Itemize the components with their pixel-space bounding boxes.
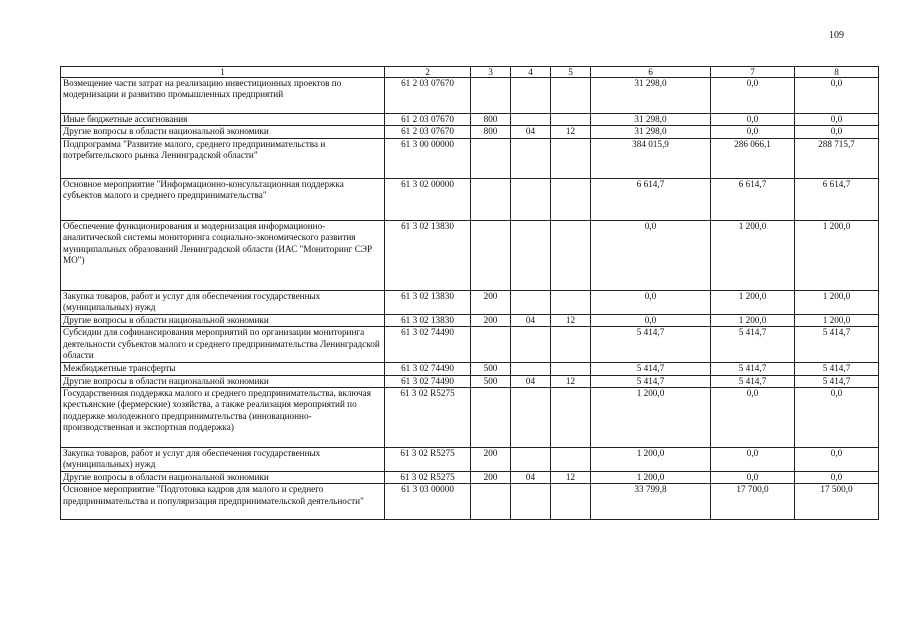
amount-year-3: 0,0: [795, 472, 879, 484]
amount-year-2: 0,0: [711, 126, 795, 138]
amount-year-1: 31 298,0: [591, 114, 711, 126]
expense-type-code: 200: [471, 314, 511, 326]
page-number: 109: [829, 30, 844, 41]
expense-type-code: [471, 178, 511, 220]
amount-year-2: 0,0: [711, 388, 795, 448]
amount-year-1: 31 298,0: [591, 126, 711, 138]
target-article-code: 61 3 02 74490: [385, 363, 471, 375]
table-row: [61, 220, 879, 290]
column-number: 4: [511, 67, 551, 78]
target-article-code: 61 3 02 74490: [385, 375, 471, 387]
table-row: [61, 327, 879, 363]
amount-year-3: 0,0: [795, 126, 879, 138]
section-code: 04: [511, 375, 551, 387]
target-article-code: 61 3 02 00000: [385, 178, 471, 220]
amount-year-2: 0,0: [711, 114, 795, 126]
amount-year-2: 0,0: [711, 448, 795, 472]
amount-year-1: 5 414,7: [591, 363, 711, 375]
amount-year-3: 0,0: [795, 388, 879, 448]
amount-year-1: 0,0: [591, 220, 711, 290]
table-row: [61, 388, 879, 448]
expense-type-code: 800: [471, 114, 511, 126]
amount-year-1: 5 414,7: [591, 327, 711, 363]
subsection-code: [551, 220, 591, 290]
target-article-code: 61 3 02 R5275: [385, 388, 471, 448]
section-code: 04: [511, 314, 551, 326]
amount-year-3: 6 614,7: [795, 178, 879, 220]
amount-year-3: 0,0: [795, 448, 879, 472]
subsection-code: [551, 363, 591, 375]
expense-type-code: 200: [471, 290, 511, 314]
expense-type-code: [471, 220, 511, 290]
amount-year-2: 6 614,7: [711, 178, 795, 220]
row-name: Закупка товаров, работ и услуг для обеспечения государственных (муниципальных) нужд: [61, 448, 385, 472]
expense-type-code: 500: [471, 363, 511, 375]
subsection-code: 12: [551, 126, 591, 138]
amount-year-2: 5 414,7: [711, 375, 795, 387]
row-name: Основное мероприятие "Подготовка кадров для малого и среднего предпринимательства и популяризация предпринимательской деятельности": [61, 484, 385, 520]
subsection-code: 12: [551, 314, 591, 326]
expense-type-code: 800: [471, 126, 511, 138]
section-code: [511, 448, 551, 472]
section-code: [511, 114, 551, 126]
target-article-code: 61 3 02 R5275: [385, 472, 471, 484]
subsection-code: 12: [551, 375, 591, 387]
target-article-code: 61 2 03 07670: [385, 126, 471, 138]
column-number: 7: [711, 67, 795, 78]
amount-year-3: 5 414,7: [795, 375, 879, 387]
row-name: Межбюджетные трансферты: [61, 363, 385, 375]
expense-type-code: [471, 138, 511, 178]
section-code: [511, 138, 551, 178]
column-number: 6: [591, 67, 711, 78]
amount-year-3: 0,0: [795, 114, 879, 126]
table-row: [61, 78, 879, 114]
target-article-code: 61 3 02 13830: [385, 314, 471, 326]
amount-year-1: 0,0: [591, 290, 711, 314]
section-code: 04: [511, 126, 551, 138]
amount-year-3: 5 414,7: [795, 363, 879, 375]
section-code: 04: [511, 472, 551, 484]
target-article-code: 61 3 02 13830: [385, 290, 471, 314]
section-code: [511, 484, 551, 520]
target-article-code: 61 3 00 00000: [385, 138, 471, 178]
table-row: [61, 472, 879, 484]
expense-type-code: [471, 388, 511, 448]
expense-type-code: 200: [471, 448, 511, 472]
target-article-code: 61 3 02 13830: [385, 220, 471, 290]
row-name: Другие вопросы в области национальной экономики: [61, 314, 385, 326]
amount-year-3: 1 200,0: [795, 220, 879, 290]
row-name: Субсидии для софинансирования мероприятий по организации мониторинга деятельности субъектов малого и среднего предпринимательства Ленинградской области: [61, 327, 385, 363]
subsection-code: [551, 178, 591, 220]
expense-type-code: 500: [471, 375, 511, 387]
amount-year-2: 5 414,7: [711, 363, 795, 375]
column-number: 2: [385, 67, 471, 78]
subsection-code: [551, 138, 591, 178]
subsection-code: [551, 448, 591, 472]
subsection-code: [551, 114, 591, 126]
subsection-code: [551, 388, 591, 448]
column-number-row: [61, 67, 879, 78]
column-number: 8: [795, 67, 879, 78]
section-code: [511, 178, 551, 220]
column-number: 5: [551, 67, 591, 78]
row-name: Иные бюджетные ассигнования: [61, 114, 385, 126]
amount-year-1: 1 200,0: [591, 448, 711, 472]
amount-year-3: 5 414,7: [795, 327, 879, 363]
target-article-code: 61 2 03 07670: [385, 114, 471, 126]
row-name: Подпрограмма "Развитие малого, среднего предпринимательства и потребительского рынка Ленинградской области": [61, 138, 385, 178]
budget-table: [60, 66, 879, 520]
expense-type-code: [471, 327, 511, 363]
amount-year-2: 286 066,1: [711, 138, 795, 178]
target-article-code: 61 3 02 74490: [385, 327, 471, 363]
table-row: [61, 314, 879, 326]
amount-year-3: 1 200,0: [795, 290, 879, 314]
amount-year-2: 1 200,0: [711, 220, 795, 290]
subsection-code: [551, 290, 591, 314]
column-number: 1: [61, 67, 385, 78]
amount-year-2: 5 414,7: [711, 327, 795, 363]
subsection-code: 12: [551, 472, 591, 484]
amount-year-1: 33 799,8: [591, 484, 711, 520]
amount-year-2: 1 200,0: [711, 290, 795, 314]
table-row: [61, 363, 879, 375]
amount-year-2: 0,0: [711, 472, 795, 484]
row-name: Возмещение части затрат на реализацию инвестиционных проектов по модернизации и развитию промышленных предприятий: [61, 78, 385, 114]
section-code: [511, 327, 551, 363]
expense-type-code: 200: [471, 472, 511, 484]
amount-year-3: 1 200,0: [795, 314, 879, 326]
section-code: [511, 220, 551, 290]
table-row: [61, 484, 879, 520]
row-name: Основное мероприятие "Информационно-консультационная поддержка субъектов малого и среднего предпринимательства": [61, 178, 385, 220]
amount-year-1: 1 200,0: [591, 472, 711, 484]
amount-year-1: 384 015,9: [591, 138, 711, 178]
amount-year-1: 1 200,0: [591, 388, 711, 448]
table-row: [61, 114, 879, 126]
amount-year-1: 31 298,0: [591, 78, 711, 114]
expense-type-code: [471, 484, 511, 520]
amount-year-2: 1 200,0: [711, 314, 795, 326]
row-name: Другие вопросы в области национальной экономики: [61, 472, 385, 484]
expense-type-code: [471, 78, 511, 114]
amount-year-3: 17 500,0: [795, 484, 879, 520]
column-number: 3: [471, 67, 511, 78]
section-code: [511, 290, 551, 314]
target-article-code: 61 3 03 00000: [385, 484, 471, 520]
row-name: Другие вопросы в области национальной экономики: [61, 375, 385, 387]
table-row: [61, 375, 879, 387]
amount-year-1: 6 614,7: [591, 178, 711, 220]
section-code: [511, 388, 551, 448]
table-row: [61, 126, 879, 138]
amount-year-1: 0,0: [591, 314, 711, 326]
amount-year-2: 17 700,0: [711, 484, 795, 520]
section-code: [511, 78, 551, 114]
row-name: Обеспечение функционирования и модернизация информационно-аналитической системы мониторинга социально-экономического развития муниципальных образований Ленинградской области (ИАС "Мониторинг СЭР МО"): [61, 220, 385, 290]
table-row: [61, 290, 879, 314]
target-article-code: 61 3 02 R5275: [385, 448, 471, 472]
row-name: Государственная поддержка малого и среднего предпринимательства, включая крестьянские (фермерские) хозяйства, а также реализация мероприятий по поддержке молодежного предпринимательства (инновационно-производственная и экспортная поддержка): [61, 388, 385, 448]
amount-year-2: 0,0: [711, 78, 795, 114]
table-row: [61, 448, 879, 472]
row-name: Другие вопросы в области национальной экономики: [61, 126, 385, 138]
amount-year-3: 288 715,7: [795, 138, 879, 178]
table-row: [61, 138, 879, 178]
section-code: [511, 363, 551, 375]
subsection-code: [551, 78, 591, 114]
table-row: [61, 178, 879, 220]
amount-year-3: 0,0: [795, 78, 879, 114]
amount-year-1: 5 414,7: [591, 375, 711, 387]
table-body: [61, 67, 879, 520]
subsection-code: [551, 484, 591, 520]
row-name: Закупка товаров, работ и услуг для обеспечения государственных (муниципальных) нужд: [61, 290, 385, 314]
target-article-code: 61 2 03 07670: [385, 78, 471, 114]
subsection-code: [551, 327, 591, 363]
